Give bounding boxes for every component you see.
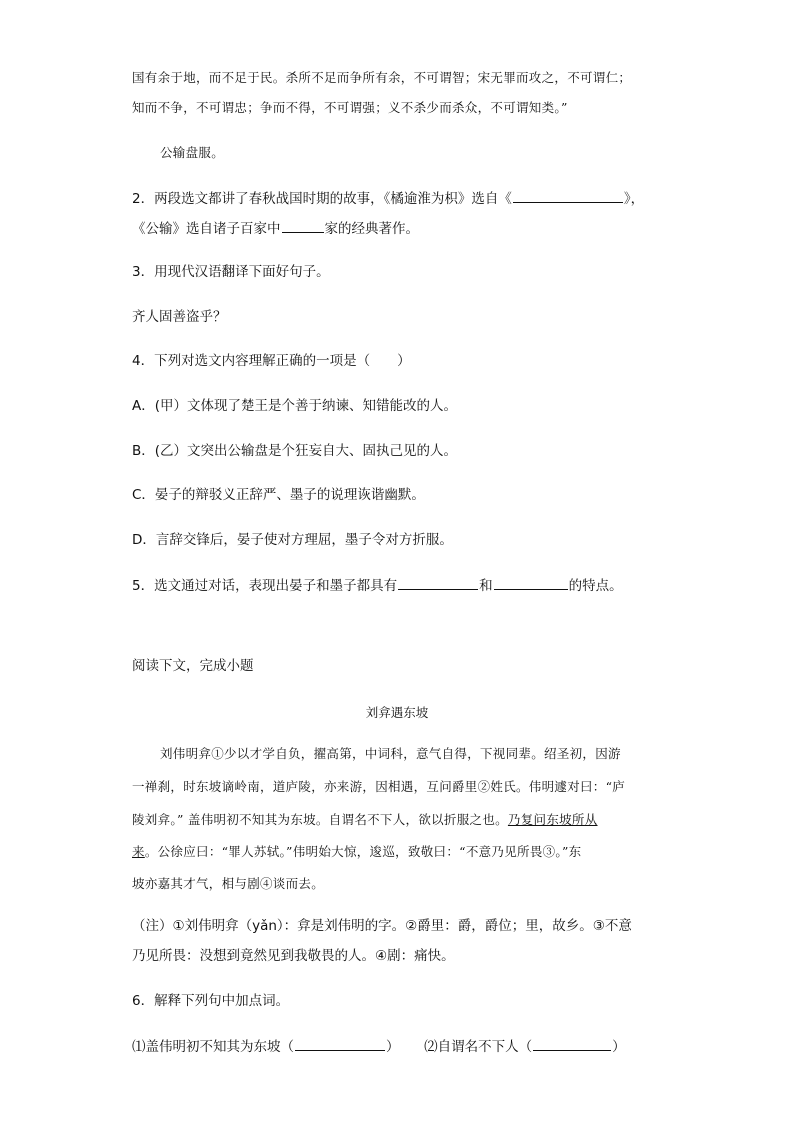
q6-item-1-close: ） [386, 1039, 400, 1055]
q5-blank-2[interactable] [494, 575, 568, 590]
passage-b-line-4 [132, 842, 581, 862]
section-instruction: 阅读下文，完成小题 [132, 658, 254, 674]
q2-text-2: 》， [623, 191, 645, 207]
passage-b-line-5: 坡亦嘉其才气，相与剧④谈而去。 [132, 876, 325, 891]
q2-text-3: 《公输》选自诸子百家中 [132, 221, 281, 237]
passage-a-line-3: 公输盘服。 [160, 145, 225, 160]
q6-item-2: ⑵自谓名不下人（ [424, 1039, 533, 1055]
q4-option-a[interactable]: A．(甲）文体现了楚王是个善于纳谏、知错能改的人。 [132, 398, 458, 414]
question-4: 4．下列对选文内容理解正确的一项是（ ） [132, 353, 411, 369]
passage-a-line-1: 国有余于地，而不足于民。杀所不足而争所有余，不可谓智；宋无罪而攻之，不可谓仁； [132, 70, 632, 85]
q4-option-b[interactable]: B．(乙）文突出公输盘是个狂妄自大、固执己见的人。 [132, 443, 458, 459]
p4-text: 。公徐应曰：“罪人苏轼。”伟明始大惊，逡巡，致敬曰：“不意乃见所畏③。”东 [144, 844, 582, 859]
q6-blank-2[interactable] [533, 1036, 611, 1051]
q6-blank-1[interactable] [295, 1036, 385, 1051]
q5-blank-1[interactable] [398, 575, 478, 590]
question-3-sentence: 齐人固善盗乎？ [132, 309, 227, 325]
note-line-1: （注）①刘伟明弇（yǎn）：弇是刘伟明的字。②爵里：爵，爵位；里，故乡。③不意 [132, 918, 632, 934]
q6-item-2-close: ） [612, 1039, 626, 1055]
passage-b-line-2: 一禅刹，时东坡谪岭南，道庐陵，亦来游，因相遇，互问爵里②姓氏。伟明遽对曰：“庐 [132, 779, 626, 794]
passage-a-line-2: 知而不争，不可谓忠；争而不得，不可谓强；义不杀少而杀众，不可谓知类。” [132, 100, 568, 115]
question-2 [132, 188, 644, 209]
question-6: 6．解释下列句中加点词。 [132, 993, 290, 1009]
q5-text-1: 5．选文通过对话，表现出晏子和墨子都具有 [132, 578, 398, 594]
question-2-cont [132, 218, 419, 239]
q2-text-4: 家的经典著作。 [324, 221, 419, 237]
q2-blank-2[interactable] [282, 218, 324, 233]
q4-option-d[interactable]: D．言辞交锋后，晏子使对方理屈，墨子令对方折服。 [132, 532, 453, 548]
q2-blank-1[interactable] [513, 188, 623, 203]
passage-title: 刘弇遇东坡 [365, 705, 429, 720]
p3-text: 陵刘弇。” 盖伟明初不知其为东坡。自谓名不下人，欲以折服之也。 [132, 812, 508, 827]
question-3: 3．用现代汉语翻译下面好句子。 [132, 264, 330, 280]
q5-text-3: 的特点。 [568, 578, 623, 594]
p3-underlined: 乃复问东坡所从 [507, 812, 598, 827]
p4-underlined: 来 [132, 844, 145, 859]
passage-b-line-3 [132, 810, 598, 830]
q5-text-2: 和 [479, 578, 493, 594]
question-6-items [132, 1036, 626, 1057]
q4-option-c[interactable]: C．晏子的辩驳义正辞严、墨子的说理诙谐幽默。 [132, 487, 425, 503]
q6-item-1: ⑴盖伟明初不知其为东坡（ [132, 1039, 294, 1055]
note-line-2: 乃见所畏：没想到竟然见到我敬畏的人。④剧：痛快。 [132, 948, 455, 964]
q2-text-1: 2．两段选文都讲了春秋战国时期的故事，《橘逾淮为枳》选自《 [132, 191, 512, 207]
passage-b-line-1: 刘伟明弇①少以才学自负，擢高第，中词科，意气自得，下视同辈。绍圣初，因游 [160, 746, 621, 761]
question-5 [132, 575, 623, 596]
